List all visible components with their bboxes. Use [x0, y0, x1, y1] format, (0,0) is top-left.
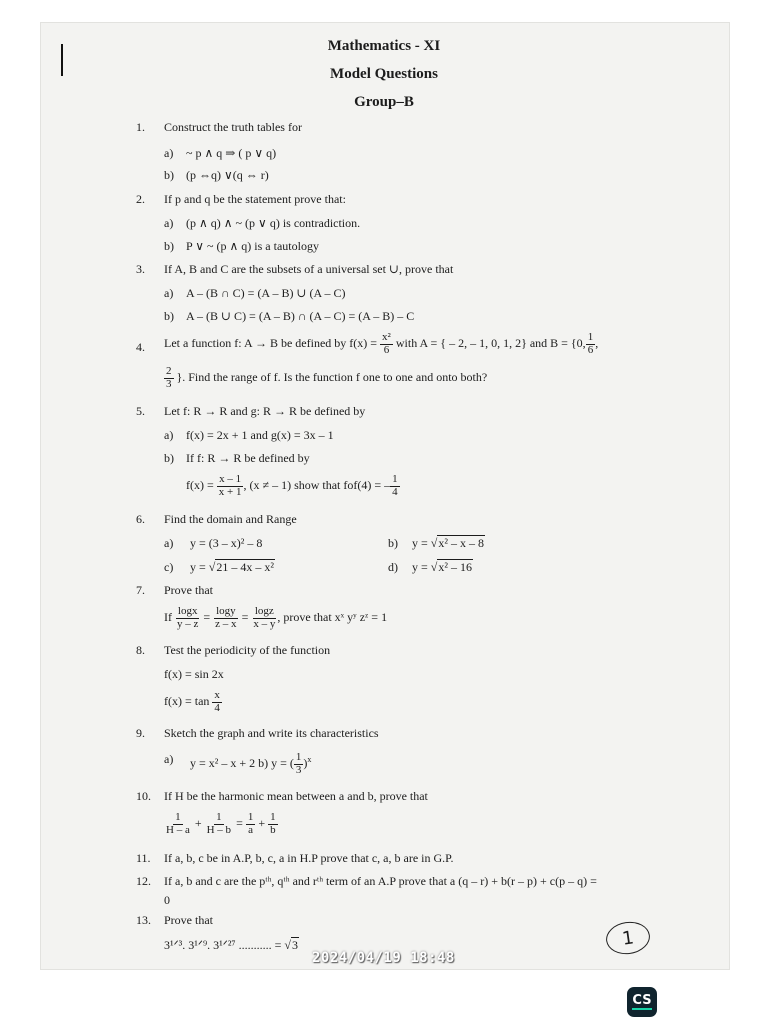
q10-formula: $\frac{1}{H - a}$ + $\frac{1}{H - b}$ = $\frac{1}{a}$ + $\frac{1}{b}$	[166, 811, 276, 836]
q13-formula: 3¹ᐟ³. 3¹ᐟ⁹. 3¹ᐟ²⁷ ........... = √3	[164, 938, 298, 952]
q10-fraction-1: $\frac{1}{H - a}$	[166, 811, 190, 836]
q3b-text: A – (B ∪ C) = (A – B) ∩ (A – C) = (A – B) – C	[186, 309, 415, 323]
q6d-label: d)	[388, 560, 398, 574]
q6a-text: y = (3 – x)² – 8	[190, 536, 263, 550]
q12-number: 12.	[136, 874, 151, 888]
date-stamp: 2024/04/19 18:48	[312, 950, 455, 966]
q5a-label: a)	[164, 428, 174, 442]
q10-text: If H be the harmonic mean between a and b, prove that	[164, 789, 428, 803]
q6b-formula: y = √x² – x – 8	[412, 536, 484, 550]
q9-text: Sketch the graph and write its characteristics	[164, 726, 379, 740]
camscanner-logo-icon[interactable]: CS	[627, 987, 657, 1017]
q9a-formula: y = x² – x + 2 b) y = ( $\frac{1}{3}$ )$^x$	[190, 751, 312, 776]
q1a-text: ~ p ∧ q ⇒ ( p ∨ q)	[186, 146, 277, 160]
q3a-label: a)	[164, 286, 174, 300]
q1-number: 1.	[136, 120, 145, 134]
q4-number: 4.	[136, 340, 145, 354]
q7-number: 7.	[136, 583, 145, 597]
q4-part2: with A = { – 2, – 1, 0, 1, 2} and B = {0,	[395, 335, 586, 350]
q4-fraction-2-over-3: $\frac{2}{3}$	[166, 365, 172, 390]
q5b-label: b)	[164, 451, 174, 465]
q6-text: Find the domain and Range	[164, 512, 297, 526]
q6b-label: b)	[388, 536, 398, 550]
q2-number: 2.	[136, 192, 145, 206]
q4-part1: Let a function f: A → B be defined by f(x) =	[164, 335, 378, 350]
q4-part3: }. Find the range of f. Is the function f one to one and onto both?	[176, 369, 488, 384]
q10-number: 10.	[136, 789, 151, 803]
q2a-text: (p ∧ q) ∧ ~ (p ∨ q) is contradiction.	[186, 216, 361, 230]
q11-number: 11.	[136, 851, 151, 865]
q13-text: Prove that	[164, 913, 213, 927]
q9-fraction: $\frac{1}{3}$	[295, 751, 302, 776]
q5-fraction-1-over-4: $\frac{1}{4}$	[392, 473, 398, 498]
q1a-label: a)	[164, 146, 174, 160]
q4-line1: Let a function f: A → B be defined by f(x) = $\frac{\text{x²}}{6}$ with A = { – 2, – 1, 0, 1, 2} and B = {0, $\frac{1}{6}$ ,	[164, 331, 599, 356]
q6c-label: c)	[164, 560, 174, 574]
q4-line2	[164, 366, 487, 390]
q3b-label: b)	[164, 309, 174, 323]
q10-fraction-2: $\frac{1}{H - b}$	[206, 811, 232, 836]
q7-text: Prove that	[164, 583, 213, 597]
q2-text: If p and q be the statement prove that:	[164, 192, 346, 206]
q1-text: Construct the truth tables for	[164, 120, 302, 134]
q8-number: 8.	[136, 643, 145, 657]
q6a-label: a)	[164, 536, 174, 550]
q7-fraction-3: $\frac{\log z}{x - y}$	[253, 605, 276, 630]
subject-title: Mathematics - XI	[327, 38, 441, 54]
q10-fraction-3: $\frac{1}{a}$	[247, 811, 254, 836]
q13-number: 13.	[136, 913, 151, 927]
doc-type-title: Model Questions	[330, 66, 438, 82]
q10-fraction-4: $\frac{1}{b}$	[270, 811, 276, 836]
q6c-formula: y = √21 – 4x – x²	[190, 560, 274, 574]
q1b-text: (p ⇔q) ∨(q ⇔ r)	[186, 168, 269, 182]
q5a-text: f(x) = 2x + 1 and g(x) = 3x – 1	[186, 428, 334, 442]
q2b-text: P ∨ ~ (p ∧ q) is a tautology	[186, 239, 319, 253]
q8a-text: f(x) = sin 2x	[164, 667, 224, 681]
q7-fraction-2: $\frac{\log y}{z - x}$	[215, 605, 237, 630]
q11-text: If a, b, c be in A.P, b, c, a in H.P prove that c, a, b are in G.P.	[164, 851, 454, 865]
q3a-text: A – (B ∩ C) = (A – B) ∪ (A – C)	[186, 286, 346, 300]
q4-fraction-1-over-6: $\frac{1}{6}$	[587, 331, 594, 356]
q1b-label: b)	[164, 168, 174, 182]
q7-formula: If $\frac{\log x}{y - z}$ = $\frac{\log y}{z - x}$ = $\frac{\log z}{x - y}$ , prove that xˣ yʸ zᶻ = 1	[164, 605, 388, 630]
group-title: Group–B	[354, 94, 414, 110]
q9-number: 9.	[136, 726, 145, 740]
q8-fraction: $\frac{x}{4}$	[214, 689, 220, 714]
q2b-label: b)	[164, 239, 174, 253]
q4-fraction-x2-over-6: $\frac{\text{x²}}{6}$	[382, 331, 391, 356]
page-number: 1	[620, 926, 636, 950]
q6-number: 6.	[136, 512, 145, 526]
q5c-formula: f(x) = $\frac{x - 1}{x + 1}$ , (x ≠ – 1) show that fof(4) = – $\frac{1}{4}$	[186, 473, 398, 498]
q12-text: If a, b and c are the pᵗʰ, qᵗʰ and rᵗʰ term of an A.P prove that a (q – r) + b(r – p) + c(p – q) =	[164, 874, 597, 888]
q3-text: If A, B and C are the subsets of a universal set ∪, prove that	[164, 262, 454, 276]
q12-continuation: 0	[164, 893, 170, 907]
q6d-formula: y = √x² – 16	[412, 560, 472, 574]
q5-number: 5.	[136, 404, 145, 418]
q9a-label: a)	[164, 752, 174, 766]
q5b-text: If f: R → R be defined by	[186, 451, 310, 465]
q5-fraction: $\frac{x - 1}{x + 1}$	[218, 473, 242, 498]
q3-number: 3.	[136, 262, 145, 276]
q2a-label: a)	[164, 216, 174, 230]
q5-text: Let f: R → R and g: R → R be defined by	[164, 404, 366, 418]
q7-fraction-1: $\frac{\log x}{y - z}$	[177, 605, 199, 630]
q8b-formula: f(x) = tan $\frac{x}{4}$	[164, 689, 220, 714]
q8-text: Test the periodicity of the function	[164, 643, 331, 657]
